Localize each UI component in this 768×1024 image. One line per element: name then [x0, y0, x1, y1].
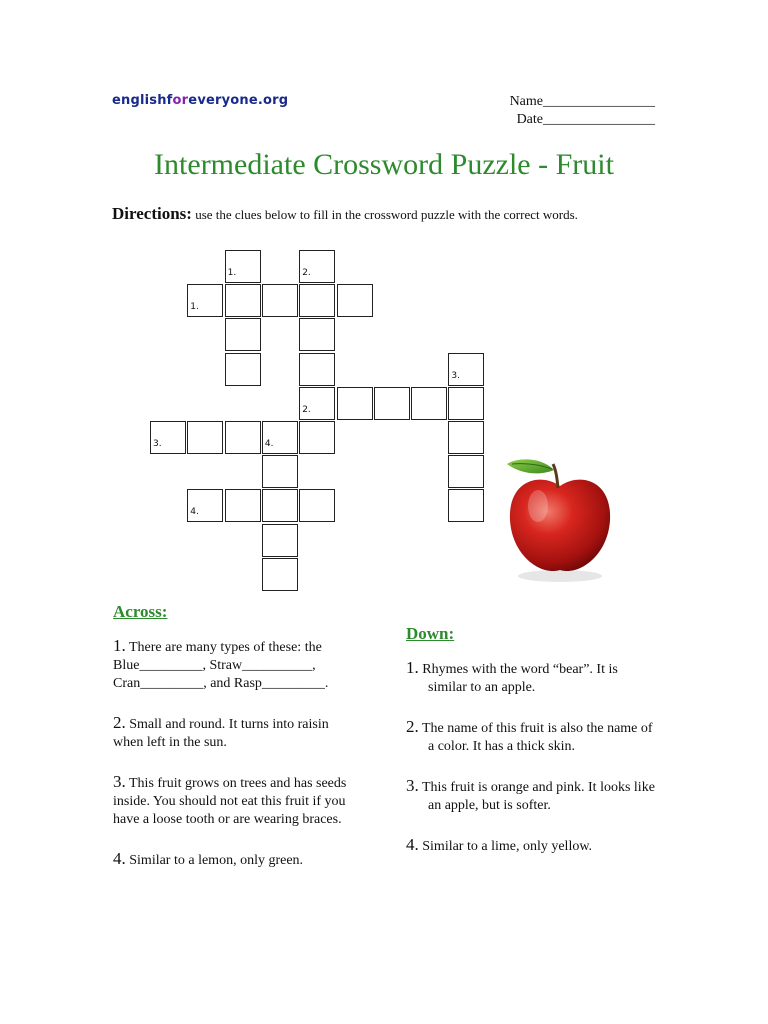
crossword-cell[interactable]: [150, 421, 186, 454]
crossword-cell[interactable]: [225, 489, 261, 522]
crossword-cell[interactable]: [411, 387, 447, 420]
crossword-cell[interactable]: [187, 489, 223, 522]
cell-number: 1.: [190, 302, 199, 313]
cell-number: 4.: [264, 439, 274, 449]
cell-number: 2.: [302, 404, 311, 415]
crossword-cell[interactable]: [299, 489, 335, 522]
crossword-cell[interactable]: [187, 284, 223, 317]
crossword-cell[interactable]: [299, 353, 335, 386]
cell-number: 1.: [227, 268, 237, 278]
crossword-cell[interactable]: [374, 387, 410, 420]
crossword-cell[interactable]: [337, 284, 373, 317]
across-clue: [113, 850, 358, 870]
down-clues: [406, 625, 656, 877]
cell-number: 3.: [153, 439, 162, 449]
crossword-cell[interactable]: [262, 558, 298, 591]
name-field[interactable]: Name________________: [509, 94, 655, 109]
down-heading: Down:: [406, 624, 455, 643]
down-clue: [406, 836, 656, 856]
crossword-cell[interactable]: [299, 421, 335, 454]
logo-text-end: everyone.org: [188, 93, 289, 108]
name-date-block: [510, 93, 655, 129]
across-clue: [113, 637, 358, 693]
cell-number: 3.: [451, 370, 460, 381]
crossword-cell[interactable]: [299, 284, 335, 317]
clue-number: 1.: [113, 636, 126, 655]
logo-text-start: englishf: [112, 93, 173, 108]
crossword-cell[interactable]: [448, 489, 484, 522]
clue-number: 3.: [113, 772, 126, 791]
down-clue: [406, 718, 656, 756]
clue-text: Similar to a lemon, only green.: [125, 853, 304, 868]
crossword-cell[interactable]: [262, 455, 298, 488]
crossword-cell[interactable]: [225, 284, 261, 317]
crossword-cell[interactable]: [225, 421, 261, 454]
directions-text: use the clues below to fill in the crossword puzzle with the correct words.: [191, 207, 578, 222]
directions: [112, 204, 578, 224]
clue-number: 2.: [406, 717, 419, 736]
apple-icon: [500, 450, 620, 585]
clue-number: 4.: [113, 849, 126, 868]
clue-text: Rhymes with the word “bear”. It is similar to an apple.: [418, 662, 618, 695]
logo-text-highlight: or: [172, 93, 189, 108]
crossword-cell[interactable]: [299, 318, 335, 351]
crossword-cell[interactable]: [299, 387, 335, 420]
down-clue: [406, 659, 656, 697]
site-logo: [112, 93, 288, 108]
across-heading: Across:: [113, 602, 168, 621]
clue-text: The name of this fruit is also the name of a color. It has a thick skin.: [418, 721, 653, 754]
across-clue: [113, 714, 358, 752]
page-title: Intermediate Crossword Puzzle - Fruit: [154, 148, 614, 181]
down-clue: [406, 777, 656, 815]
clue-number: 1.: [406, 658, 419, 677]
clue-text: This fruit grows on trees and has seeds inside. You should not eat this fruit if you have a loose tooth or are wearing braces.: [113, 776, 347, 827]
crossword-cell[interactable]: [299, 250, 335, 283]
crossword-cell[interactable]: [262, 524, 298, 557]
crossword-cell[interactable]: [448, 421, 484, 454]
crossword-cell[interactable]: [262, 489, 298, 522]
cell-number: 2.: [302, 268, 311, 278]
clue-text: There are many types of these: the Blue_________, Straw__________, Cran_________, and Rasp_________.: [113, 640, 329, 691]
clue-number: 4.: [406, 835, 419, 854]
clue-text: Small and round. It turns into raisin when left in the sun.: [113, 717, 329, 750]
across-clue: [113, 773, 358, 829]
crossword-cell[interactable]: [262, 284, 298, 317]
crossword-cell[interactable]: [225, 353, 261, 386]
crossword-cell[interactable]: [448, 353, 484, 386]
clue-number: 2.: [113, 713, 126, 732]
cell-number: 4.: [190, 507, 199, 518]
date-field[interactable]: Date________________: [516, 112, 655, 127]
crossword-cell[interactable]: [262, 421, 298, 454]
crossword-cell[interactable]: [337, 387, 373, 420]
crossword-cell[interactable]: [448, 387, 484, 420]
crossword-cell[interactable]: [187, 421, 223, 454]
clue-number: 3.: [406, 776, 419, 795]
crossword-cell[interactable]: [225, 250, 261, 283]
directions-label: Directions:: [112, 204, 192, 223]
clue-text: Similar to a lime, only yellow.: [418, 839, 593, 854]
crossword-cell[interactable]: [448, 455, 484, 488]
crossword-cell[interactable]: [225, 318, 261, 351]
across-clues: [113, 603, 358, 891]
clue-text: This fruit is orange and pink. It looks like an apple, but is softer.: [418, 780, 655, 813]
